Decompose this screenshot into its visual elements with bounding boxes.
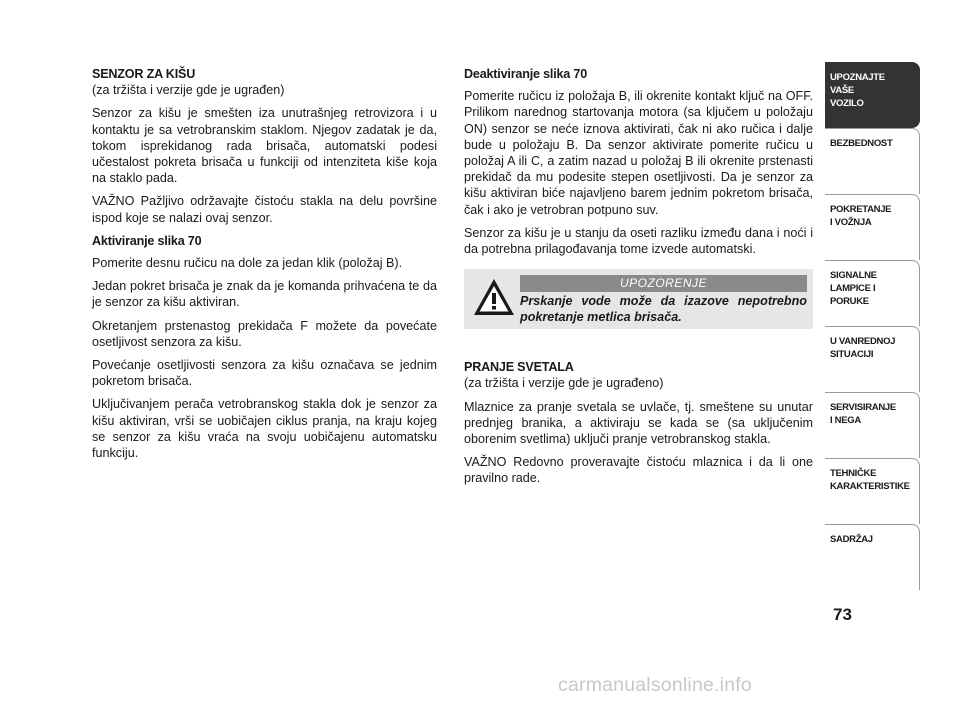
tab-label: KARAKTERISTIKE <box>830 481 910 492</box>
paragraph: Jedan pokret brisača je znak da je komanda prihvaćena te da je senzor za kišu aktiviran. <box>92 279 437 310</box>
paragraph: Pomerite ručicu iz položaja B, ili okrenite kontakt ključ na OFF. Prilikom narednog startovanja motora (sa ključem u položaju ON) senzor se neće iznova aktivirati, čak ni ako ručica i dalje bude u položaju B. Da senzor aktivirate pomerite ručicu u položaj A ili C, a zatim nazad u položaj B ili okrenite prstenasti prekidač da mu podesite stepen osetljivosti. Da je senzor za kišu aktiviran biće najavljeno barem jednim pokretom brisača, čak i ako je vetrobran potpuno suv. <box>464 89 813 217</box>
tab-label: SITUACIJI <box>830 349 874 360</box>
subheading-activation: Aktiviranje slika 70 <box>92 233 202 248</box>
left-column <box>92 66 437 468</box>
tab-label: BEZBEDNOST <box>830 138 893 149</box>
tab-bezbednost[interactable] <box>825 128 920 194</box>
paragraph: Pomerite desnu ručicu na dole za jedan klik (položaj B). <box>92 256 403 271</box>
paragraph: Okretanjem prstenastog prekidača F možete da povećate osetljivost senzora za kišu. <box>92 318 437 349</box>
watermark: carmanualsonline.info <box>558 674 752 696</box>
tab-servisiranje-i-nega[interactable] <box>825 392 920 458</box>
section-title-headlamp-washer: PRANJE SVETALA <box>464 360 574 375</box>
paragraph: VAŽNO Redovno proveravajte čistoću mlaznica i da li one pravilno rade. <box>464 455 813 486</box>
right-column <box>464 66 813 494</box>
section-title-note: (za tržišta i verzije gde je ugrađeno) <box>464 376 664 391</box>
chapter-tabs <box>825 62 920 590</box>
tab-sadrzaj[interactable] <box>825 524 920 590</box>
paragraph: VAŽNO Pažljivo održavajte čistoću stakla na delu površine ispod koje se nalazi ovaj senzor. <box>92 194 437 225</box>
tab-tehnicke-karakteristike[interactable] <box>825 458 920 524</box>
section-title-rain-sensor: SENZOR ZA KIŠU <box>92 67 196 81</box>
tab-label: I NEGA <box>830 415 861 426</box>
tab-label: SERVISIRANJE <box>830 402 896 413</box>
tab-signalne-lampice[interactable] <box>825 260 920 326</box>
tab-u-vanrednoj-situaciji[interactable] <box>825 326 920 392</box>
warning-text: Prskanje vode može da izazove nepotrebno pokretanje metlica brisača. <box>520 294 807 325</box>
tab-label: VOZILO <box>830 98 864 109</box>
tab-label: VAŠE <box>830 85 854 96</box>
tab-pokretanje-i-voznja[interactable] <box>825 194 920 260</box>
page-number: 73 <box>833 605 852 624</box>
paragraph: Senzor za kišu je smešten iza unutrašnjeg retrovizora i u kontaktu je sa vetrobranskim staklom. Njegov zadatak je da, tokom isprekidanog rada brisača, automatski podesi učestalost pokreta brisača u funkciji od intenziteta kiše koja na staklo pada. <box>92 106 437 186</box>
tab-label: UPOZNAJTE <box>830 72 885 83</box>
tab-label: U VANREDNOJ <box>830 336 896 347</box>
warning-triangle-icon <box>472 277 516 317</box>
tab-label: SADRŽAJ <box>830 534 873 545</box>
warning-title: UPOZORENJE <box>520 275 807 292</box>
tab-label: I VOŽNJA <box>830 217 872 228</box>
subheading-deactivation: Deaktiviranje slika 70 <box>464 67 588 81</box>
paragraph: Povećanje osetljivosti senzora za kišu označava se jednim pokretom brisača. <box>92 358 437 389</box>
paragraph: Uključivanjem perača vetrobranskog stakla dok je senzor za kišu aktiviran, vrši se uobičajen ciklus pranja, na kraju kojeg se senzor za kišu vraća na svoju uobičajenu automatsku funkciju. <box>92 397 437 461</box>
tab-label: POKRETANJE <box>830 204 892 215</box>
tab-label: TEHNIČKE <box>830 468 877 479</box>
warning-box <box>464 269 813 329</box>
tab-label: LAMPICE I PORUKE <box>830 283 876 307</box>
paragraph: Mlaznice za pranje svetala se uvlače, tj. smeštene su unutar prednjeg branika, a aktiviraju se kada se (sa uključenim oborenim svetlima) uključi pranje vetrobranskog stakla. <box>464 399 813 447</box>
section-title-note: (za tržišta i verzije gde je ugrađen) <box>92 83 285 98</box>
paragraph: Senzor za kišu je u stanju da oseti razliku između dana i noći i da potrebna prilagođavanja tome izvede automatski. <box>464 225 813 257</box>
tab-label: SIGNALNE <box>830 270 877 281</box>
tab-upoznajte-vase-vozilo[interactable] <box>825 62 920 128</box>
